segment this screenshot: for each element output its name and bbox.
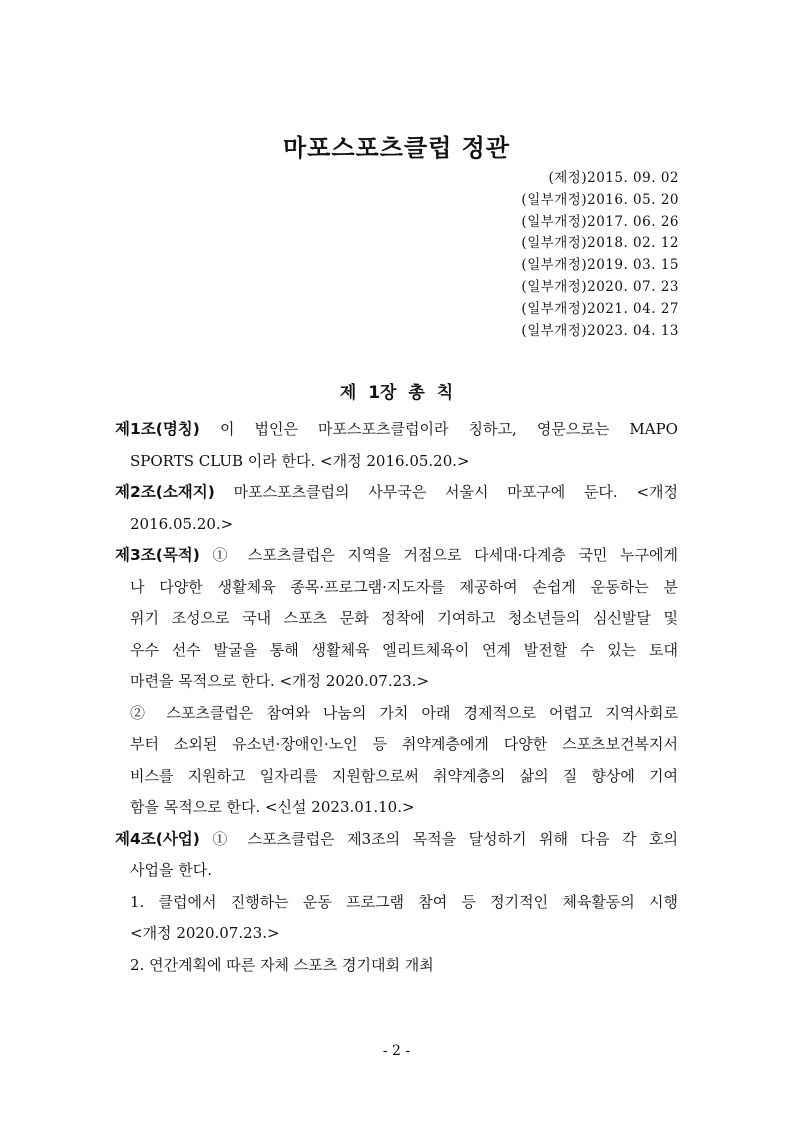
revision-entry: (일부개정)2021. 04. 27 [521,300,679,317]
article-2-heading: 제2조(소재지) [115,483,215,501]
article-4-line: 1. 클럽에서 진행하는 운동 프로그램 참여 등 정기적인 체육활동의 시행 [130,892,678,911]
page-number: - 2 - [382,1043,411,1059]
article-1-line: SPORTS CLUB 이라 한다. <개정 2016.05.20.> [130,451,470,470]
article-4-line: 사업을 한다. [130,861,212,879]
article-2-line: 2016.05.20.> [130,514,234,533]
revision-entry: (일부개정)2017. 06. 26 [521,213,679,230]
article-text: ① 스포츠클럽은 지역을 거점으로 다세대·다계층 국민 누구에게 [199,546,678,564]
article-text: 마포스포츠클럽의 사무국은 서울시 마포구에 둔다. <개정 [214,483,678,501]
article-1-heading: 제1조(명칭) [115,420,200,438]
article-4-line: <개정 2020.07.23.> [130,924,280,942]
article-3-line: 마련을 목적으로 한다. <개정 2020.07.23.> [130,672,430,690]
article-4-heading: 제4조(사업) [115,829,200,848]
revision-entry: (일부개정)2016. 05. 20 [521,191,679,208]
document-title: 마포스포츠클럽 정관 [282,134,510,162]
article-4-line [115,824,678,856]
article-3-line: ② 스포츠클럽은 참여와 나눔의 가치 아래 경제적으로 어렵고 지역사회로 [130,703,678,722]
article-3-line: 부터 소외된 유소년·장애인·노인 등 취약계층에게 다양한 스포츠보건복지서 [130,735,678,753]
article-3-line: 나 다양한 생활체육 종목·프로그램·지도자를 제공하여 손쉽게 운동하는 분 [130,577,678,596]
revision-history [521,168,679,342]
article-3-heading: 제3조(목적) [115,546,200,564]
article-2-line [115,477,678,509]
article-3-line: 위기 조성으로 국내 스포츠 문화 정착에 기여하고 청소년들의 심신발달 및 [130,609,678,627]
chapter-heading: 제 1장 총 칙 [339,383,454,403]
revision-entry: (일부개정)2018. 02. 12 [521,235,679,252]
revision-entry: (일부개정)2020. 07. 23 [521,278,679,295]
article-text: 이 법인은 마포스포츠클럽이라 칭하고, 영문으로는 MAPO [199,420,678,438]
article-3-line [115,540,678,572]
article-1-line [115,414,678,446]
revision-entry: (일부개정)2019. 03. 15 [521,257,679,274]
revision-entry: (제정)2015. 09. 02 [548,170,679,186]
article-3-line: 우수 선수 발굴을 통해 생활체육 엘리트체육이 연계 발전할 수 있는 토대 [130,640,678,659]
revision-entry: (일부개정)2023. 04. 13 [521,322,679,339]
article-text: ① 스포츠클럽은 제3조의 목적을 달성하기 위해 다음 각 호의 [199,829,678,848]
article-3-line: 비스를 지원하고 일자리를 지원함으로써 취약계층의 삶의 질 향상에 기여 [130,766,678,785]
article-4-line: 2. 연간계획에 따른 자체 스포츠 경기대회 개최 [130,955,434,974]
articles-body [115,414,678,981]
article-3-line: 함을 목적으로 한다. <신설 2023.01.10.> [130,798,415,816]
